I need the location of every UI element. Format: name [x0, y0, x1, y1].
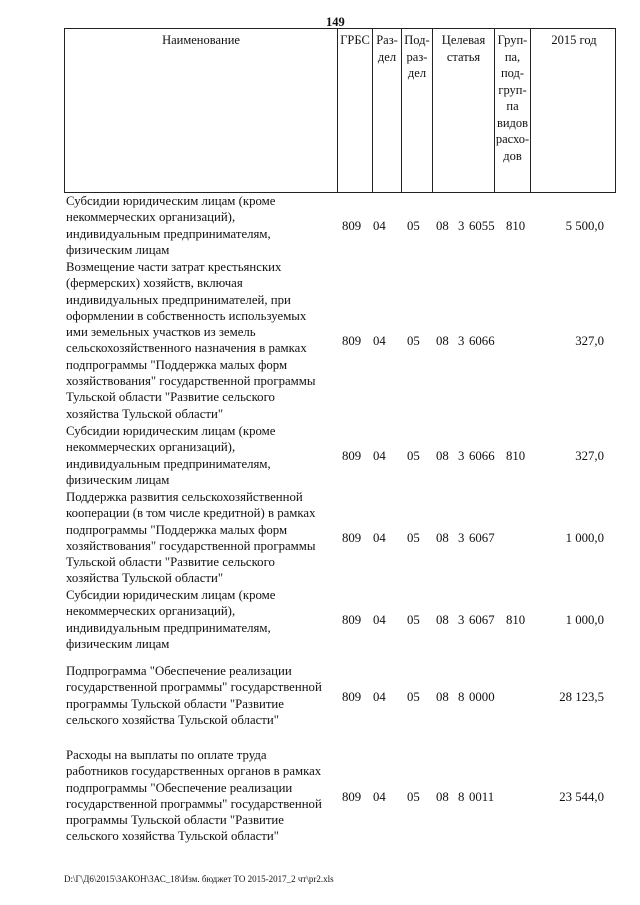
row-name-line: некоммерческих организаций),: [66, 604, 236, 619]
row-name-line: некоммерческих организаций),: [66, 440, 236, 455]
row-spacer: [64, 731, 616, 747]
row-name: [64, 663, 334, 728]
header-celevaya-line: статья: [446, 49, 481, 64]
header-podrazdel: [401, 29, 432, 192]
header-year: [530, 29, 617, 192]
row-subprogram-code: 3: [458, 612, 465, 627]
row-name-line: Поддержка развития сельскохозяйственной: [66, 490, 303, 504]
table-row: [64, 489, 616, 587]
row-grbs: 809: [342, 612, 362, 627]
row-razdel: 04: [373, 448, 386, 463]
row-subprogram-code: 3: [458, 333, 465, 348]
row-direction-code: 0011: [469, 789, 495, 804]
row-amount: 327,0: [575, 448, 604, 463]
row-name-line: сельскохозяйственного назначения в рамках: [66, 341, 307, 356]
row-direction-code: 6055: [469, 218, 495, 233]
row-amount: 327,0: [575, 333, 604, 348]
row-podrazdel: 05: [407, 789, 420, 804]
row-name-line: Расходы на выплаты по оплате труда: [66, 748, 267, 762]
row-name-line: Тульской области "Развитие сельского: [66, 390, 275, 405]
header-year-label: 2015 год: [551, 33, 597, 47]
row-direction-code: 6067: [469, 612, 495, 627]
page-number: 149: [326, 15, 345, 29]
row-podrazdel: 05: [407, 448, 420, 463]
row-grbs: 809: [342, 689, 362, 704]
row-razdel: 04: [373, 530, 386, 545]
row-program-code: 08: [436, 612, 449, 627]
row-expense-type: 810: [506, 448, 526, 463]
row-name-line: некоммерческих организаций),: [66, 210, 236, 225]
budget-rows: [64, 193, 616, 847]
row-name: [64, 489, 334, 587]
row-subprogram-code: 8: [458, 789, 465, 804]
row-name-line: Субсидии юридическим лицам (кроме: [66, 194, 276, 208]
row-name-line: хозяйства Тульской области": [66, 406, 224, 421]
header-podrazdel-line: Под-: [404, 33, 430, 47]
header-name-label: Наименование: [162, 33, 240, 47]
row-name-line: индивидуальным предпринимателям,: [66, 620, 271, 635]
row-subprogram-code: 3: [458, 530, 465, 545]
row-name: [64, 423, 334, 488]
row-subprogram-code: 3: [458, 218, 465, 233]
header-celevaya: [432, 29, 494, 192]
row-program-code: 08: [436, 333, 449, 348]
row-program-code: 08: [436, 218, 449, 233]
row-podrazdel: 05: [407, 612, 420, 627]
row-name-line: Субсидии юридическим лицам (кроме: [66, 588, 276, 602]
header-podrazdel-line: дел: [407, 66, 427, 80]
row-podrazdel: 05: [407, 689, 420, 704]
row-direction-code: 0000: [469, 689, 495, 704]
row-name-line: сельского хозяйства Тульской области": [66, 712, 279, 727]
header-gruppa-line: дов: [503, 148, 522, 163]
table-header: [64, 28, 616, 193]
header-gruppa-line: па: [506, 99, 519, 113]
row-name-line: подпрограммы "Поддержка малых форм: [66, 522, 288, 537]
row-name-line: хозяйствования" государственной программы: [66, 538, 316, 553]
header-podrazdel-line: раз-: [406, 49, 428, 64]
row-razdel: 04: [373, 789, 386, 804]
row-amount: 5 500,0: [565, 218, 604, 233]
file-path-footer: D:\Г\Д6\2015\ЗАКОН\ЗАС_18\Изм. бюджет ТО 2015-2017_2 чт\pr2.xls: [64, 874, 334, 884]
row-name: [64, 587, 334, 652]
table-row: [64, 423, 616, 489]
row-amount: 1 000,0: [565, 612, 604, 627]
row-name-line: Субсидии юридическим лицам (кроме: [66, 424, 276, 438]
header-gruppa: [494, 29, 530, 192]
row-name-line: физическим лицам: [66, 242, 170, 257]
row-subprogram-code: 8: [458, 689, 465, 704]
header-celevaya-line: Целевая: [441, 33, 486, 47]
header-gruppa-line: под-: [500, 66, 525, 80]
row-name-line: (фермерских) хозяйств, включая: [66, 276, 243, 291]
row-name-line: хозяйства Тульской области": [66, 571, 224, 586]
row-grbs: 809: [342, 530, 362, 545]
header-gruppa-line: Груп-: [497, 33, 528, 47]
row-name-line: индивидуальным предпринимателям,: [66, 456, 271, 471]
row-amount: 28 123,5: [559, 689, 604, 704]
row-grbs: 809: [342, 218, 362, 233]
row-name: [64, 747, 334, 845]
row-podrazdel: 05: [407, 530, 420, 545]
row-expense-type: 810: [506, 218, 526, 233]
row-grbs: 809: [342, 333, 362, 348]
row-program-code: 08: [436, 789, 449, 804]
row-name-line: подпрограммы "Поддержка малых форм: [66, 357, 288, 372]
row-expense-type: 810: [506, 612, 526, 627]
row-grbs: 809: [342, 448, 362, 463]
row-name-line: физическим лицам: [66, 636, 170, 651]
row-name-line: кооперации (в том числе кредитной) в рамках: [66, 506, 316, 521]
row-name-line: Тульской области "Развитие сельского: [66, 555, 275, 570]
row-amount: 23 544,0: [559, 789, 604, 804]
row-name-line: Подпрограмма "Обеспечение реализации: [66, 664, 292, 678]
row-podrazdel: 05: [407, 333, 420, 348]
header-grbs: [337, 29, 372, 192]
row-name-line: оформлении в собственность используемых: [66, 308, 307, 323]
row-name-line: государственной программы" государственной: [66, 680, 322, 695]
row-razdel: 04: [373, 612, 386, 627]
row-razdel: 04: [373, 689, 386, 704]
row-direction-code: 6067: [469, 530, 495, 545]
row-name-line: программы Тульской области "Развитие: [66, 813, 284, 828]
header-gruppa-line: видов: [496, 115, 529, 130]
row-name: [64, 193, 334, 258]
row-name-line: государственной программы" государственной: [66, 796, 322, 811]
row-direction-code: 6066: [469, 448, 495, 463]
table-row: [64, 259, 616, 423]
row-name-line: сельского хозяйства Тульской области": [66, 829, 279, 844]
row-name-line: программы Тульской области "Развитие: [66, 696, 284, 711]
table-row: [64, 587, 616, 653]
header-grbs-label: ГРБС: [340, 33, 370, 47]
row-spacer: [64, 653, 616, 663]
header-gruppa-line: расхо-: [495, 132, 530, 146]
row-program-code: 08: [436, 530, 449, 545]
row-name-line: индивидуальным предпринимателям,: [66, 226, 271, 241]
row-name-line: физическим лицам: [66, 472, 170, 487]
header-razdel-line: дел: [377, 49, 397, 64]
row-name-line: ими земельных участков из земель: [66, 325, 256, 340]
header-razdel-line: Раз-: [376, 33, 398, 47]
header-name: [65, 29, 337, 192]
header-gruppa-line: па,: [504, 49, 521, 64]
table-row: [64, 663, 616, 731]
row-podrazdel: 05: [407, 218, 420, 233]
table-row: [64, 193, 616, 259]
row-name: [64, 259, 334, 422]
header-razdel: [372, 29, 401, 192]
row-name-line: индивидуальных предпринимателей, при: [66, 292, 291, 307]
row-name-line: хозяйствования" государственной программы: [66, 374, 316, 389]
table-row: [64, 747, 616, 847]
row-name-line: подпрограммы "Обеспечение реализации: [66, 780, 293, 795]
row-grbs: 809: [342, 789, 362, 804]
row-razdel: 04: [373, 218, 386, 233]
row-program-code: 08: [436, 448, 449, 463]
row-subprogram-code: 3: [458, 448, 465, 463]
row-name-line: работников государственных органов в рамках: [66, 764, 322, 779]
row-amount: 1 000,0: [565, 530, 604, 545]
row-name-line: Возмещение части затрат крестьянских: [66, 260, 282, 274]
row-direction-code: 6066: [469, 333, 495, 348]
row-program-code: 08: [436, 689, 449, 704]
row-razdel: 04: [373, 333, 386, 348]
header-gruppa-line: груп-: [498, 82, 527, 97]
